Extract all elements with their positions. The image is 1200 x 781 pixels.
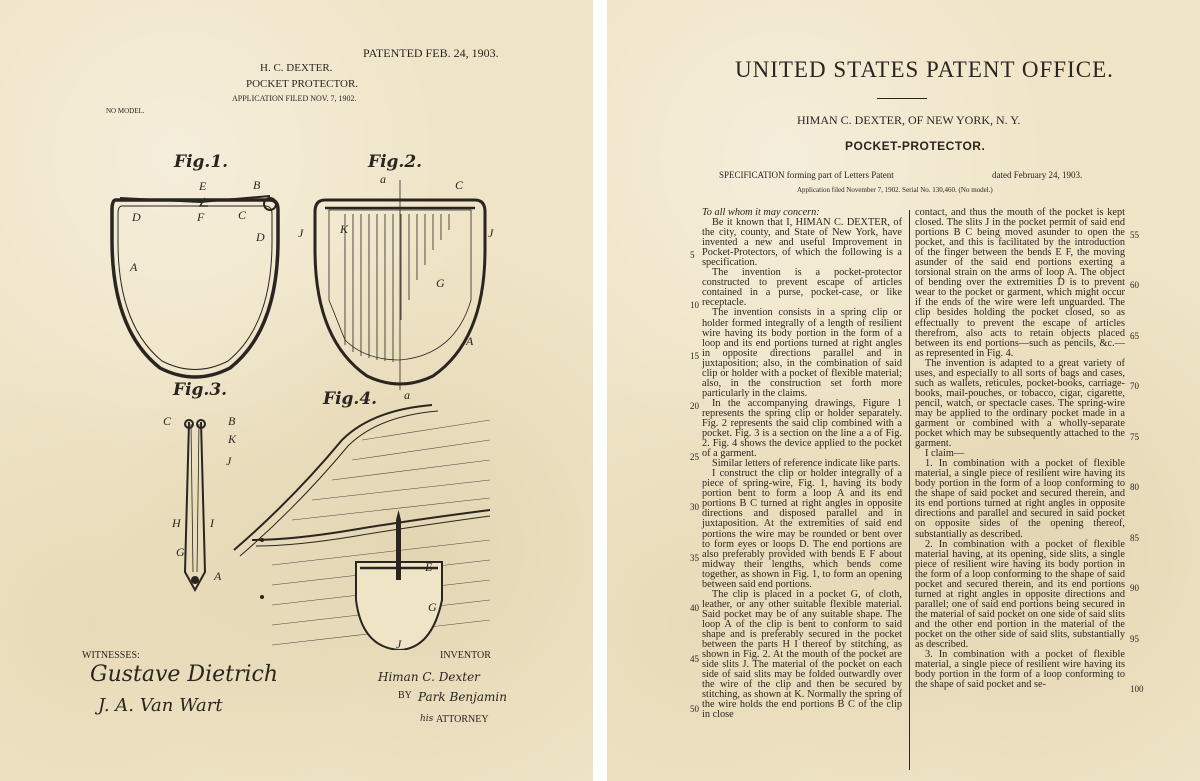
inventor-line: HIMAN C. DEXTER, OF NEW YORK, N. Y. [797, 113, 1021, 127]
line-number: 10 [690, 300, 699, 310]
fig3-letter-a: A [214, 569, 222, 583]
fig1-drawing [100, 180, 290, 380]
no-model-label: NO MODEL. [106, 107, 145, 115]
line-number: 40 [690, 603, 699, 613]
paragraph: I construct the clip or holder integrally of a piece of spring-wire, Fig. 1, having its body portion bent to form a loop A and its end portions B C turned at right angles in opposite directions and disposed parallel and in juxtaposition. At the extremities of said end portions the wire may be rounded or bent over to form eyes or loops D. The end portions are also preferably provided with bends E F about midway their lengths, which bends come together, as shown in Fig. 1, to form an opening between said end portions. [702, 468, 902, 590]
attorney-signature: Park Benjamin [418, 690, 507, 704]
witnesses-label: WITNESSES: [82, 650, 140, 661]
line-number: 50 [690, 704, 699, 714]
line-number: 60 [1130, 280, 1139, 290]
line-number: 25 [690, 452, 699, 462]
fig1-letter-f: F [197, 210, 205, 224]
fig4-label: Fig.4. [323, 389, 378, 409]
line-number: 65 [1130, 331, 1139, 341]
line-number: 70 [1130, 381, 1139, 391]
spec-title: POCKET-PROTECTOR. [845, 139, 986, 153]
paragraph: The invention is adapted to a great variety of uses, and especially to all sorts of bags and cases, such as wallets, reticules, pocket-books, carriage-books, mail-pouches, or tobacco, cigar, cigarette, pencil, watch, or spectacle cases. The spring-wire may be applied to the ordinary pocket made in a garment or combined with a wholly-separate pocket which may be subsequently attached to the garment. [915, 357, 1125, 450]
line-number: 95 [1130, 634, 1139, 644]
inventor-label: INVENTOR [440, 650, 491, 661]
fig1-letter-d: D [132, 210, 141, 224]
text-column-right [915, 208, 1125, 690]
line-number: 55 [1130, 230, 1139, 240]
paragraph: The clip is placed in a pocket G, of cloth, leather, or any other suitable flexible material. Said pocket may be of any suitable shape. The loop A of the clip is bent to conform to said shape and is preferably secured in the pocket between the parts H I thereof by stitching, as shown in Fig. 2. At the mouth of the pocket are side slits J. The material of the pocket on each side of said slits may be folded outwardly over the wire of the clip and then be secured by stitching, as shown at K. Normally the spring of the wire holds the end portions B C of the clip in close [702, 588, 902, 721]
fig3-letter-k: K [228, 432, 237, 446]
application-filed: APPLICATION FILED NOV. 7, 1902. [232, 94, 357, 103]
specification-sheet [607, 0, 1200, 781]
fig1-letter-e: E [199, 179, 207, 193]
fig2-letter-a-bottom: a [404, 388, 410, 402]
inventor-signature: Himan C. Dexter [378, 670, 480, 684]
paragraph: 1. In combination with a pocket of flexible material, a single piece of resilient wire having its body portion in the form of a loop conforming to the shape of said pocket and secured therein, and its end portions turned at right angles in opposite directions and parallel and secured in said pocket on opposite sides of the opening thereof, substantially as described. [915, 458, 1125, 540]
spec-left: SPECIFICATION forming part of Letters Patent [719, 170, 894, 180]
fig2-letter-g: G [436, 276, 445, 290]
line-number: 100 [1130, 684, 1144, 694]
fig1-letter-c: C [238, 208, 247, 222]
fig2-letter-a-top: a [380, 172, 386, 186]
line-number: 30 [690, 502, 699, 512]
fig2-drawing [305, 180, 495, 390]
fig1-letter-a: A [130, 260, 138, 274]
fig2-letter-j-right: J [488, 226, 494, 240]
fig4-letter-j: J [396, 637, 402, 651]
fig3-label: Fig.3. [173, 380, 228, 400]
fig2-label: Fig.2. [368, 152, 423, 172]
paragraph: Similar letters of reference indicate like parts. [712, 458, 901, 470]
paragraph: contact, and thus the mouth of the pocket is kept closed. The slits J in the pocket permit of said end portions B C being moved asunder to open the pocket, and this is facilitated by the introduction of the finger between the bends E F, the moving asunder of the said end portions exerting a torsional strain on the arms of loop A. The object of bending over the extremities D is to prevent wear to the pocket or garment, which might occur if the ends of the wire were left unguarded. The clip besides holding the pocket closed, so as effectually to prevent the escape of articles therefrom, also acts to retain objects placed between its end portions—such as pencils, &c.—as represented in Fig. 4. [915, 207, 1125, 359]
by-label: BY [398, 690, 412, 701]
line-number: 80 [1130, 482, 1139, 492]
application-line: Application filed November 7, 1902. Serial No. 130,460. (No model.) [797, 186, 993, 194]
line-number: 45 [690, 654, 699, 664]
paragraph: Be it known that I, HIMAN C. DEXTER, of the city, county, and State of New York, have invented a new and useful Improvement in Pocket-Protectors, of which the following is a specification. [702, 217, 902, 269]
spec-right: dated February 24, 1903. [992, 170, 1083, 180]
line-number: 15 [690, 351, 699, 361]
paragraph: I claim— [925, 448, 965, 460]
line-number: 75 [1130, 432, 1139, 442]
title-rule [877, 98, 927, 99]
fig1-letter-b: B [253, 178, 261, 192]
patent-date: PATENTED FEB. 24, 1903. [363, 46, 499, 60]
fig3-letter-b: B [228, 414, 236, 428]
fig3-letter-c: C [163, 414, 172, 428]
fig3-letter-g: G [176, 545, 185, 559]
line-number: 35 [690, 553, 699, 563]
witness-signature-1: Gustave Dietrich [90, 662, 279, 687]
fig1-label: Fig.1. [174, 152, 229, 172]
line-number: 85 [1130, 533, 1139, 543]
fig3-letter-i: I [210, 516, 214, 530]
paragraph: To all whom it may concern: [702, 207, 820, 218]
fig3-letter-j: J [226, 454, 232, 468]
fig2-letter-k: K [340, 222, 349, 236]
inventor-name: H. C. DEXTER. [260, 62, 333, 74]
drawing-title: POCKET PROTECTOR. [246, 78, 359, 90]
line-number: 20 [690, 401, 699, 411]
fig2-letter-c: C [455, 178, 464, 192]
fig1-letter-d2: D [256, 230, 265, 244]
fig4-letter-e: E [425, 560, 433, 574]
column-divider [909, 210, 910, 770]
line-number: 5 [690, 250, 695, 260]
paragraph: In the accompanying drawings, Figure 1 represents the spring clip or holder separately. Fig. 2 represents the said clip combined with a pocket. Fig. 3 is a section on the line a a of Fig. 2. Fig. 4 shows the device applied to the pocket of a garment. [702, 397, 902, 460]
office-title: UNITED STATES PATENT OFFICE. [735, 57, 1114, 82]
attorney-label: ATTORNEY [436, 714, 489, 725]
paragraph: 2. In combination with a pocket of flexible material having, at its opening, side slits, a single piece of resilient wire having its body portion in the form of a loop conforming to the shape of said pocket and secured therein, and its end portions turned at right angles in opposite directions and parallel; one of said end portions being secured in the material of said pocket on one side of said slits and the other end portion in the material of the pocket on the other side of said slits, substantially as described. [915, 538, 1125, 651]
paragraph: The invention is a pocket-protector constructed to prevent escape of articles contained in a purse, pocket-case, or like receptacle. [702, 267, 902, 309]
paragraph: The invention consists in a spring clip or holder formed integrally of a length of resilient wire having its body portion in the form of a loop and its end portions turned at right angles in opposite directions parallel and in juxtaposition; also, in the combination of said clip or holder with a pocket of flexible material; also, in the construction set forth more particularly in the claims. [702, 307, 902, 399]
paragraph: 3. In combination with a pocket of flexible material, a single piece of resilient wire having its body portion in the form of a loop conforming to the shape of said pocket and se- [915, 649, 1125, 691]
witness-signature-2: J. A. Van Wart [98, 695, 223, 716]
fig4-drawing [232, 400, 492, 650]
text-column-left [702, 208, 902, 720]
fig4-letter-g: G [428, 600, 437, 614]
drawing-sheet [0, 0, 593, 781]
his-label: his [420, 714, 434, 724]
fig2-letter-j-left: J [298, 226, 304, 240]
fig3-letter-h: H [172, 516, 181, 530]
line-number: 90 [1130, 583, 1139, 593]
fig2-letter-a: A [466, 334, 474, 348]
